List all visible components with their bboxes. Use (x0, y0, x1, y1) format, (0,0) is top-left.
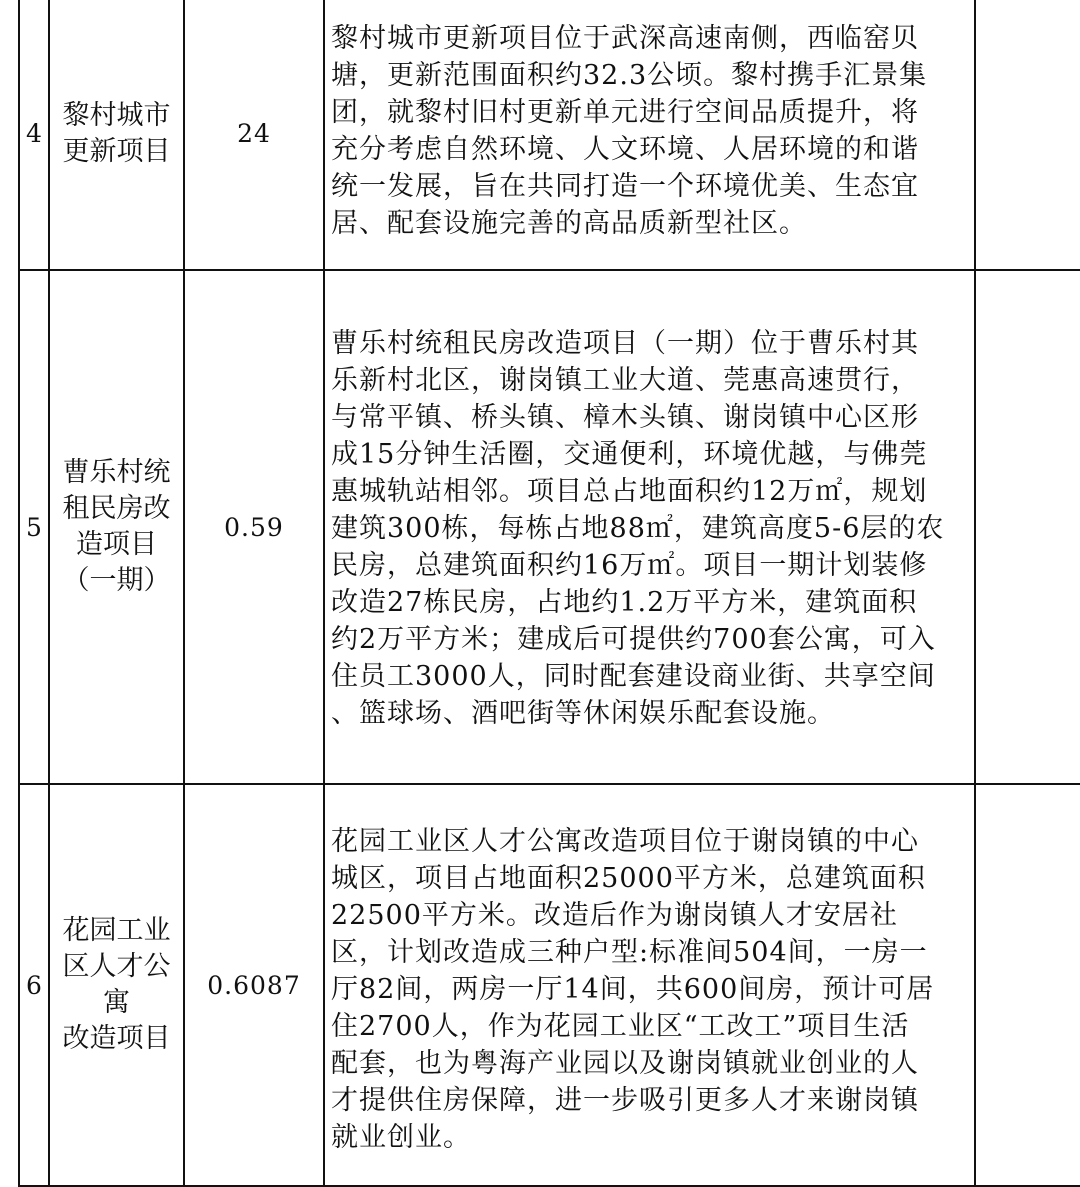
project-name-line: （一期） (62, 565, 171, 596)
project-area: 24 (237, 119, 271, 148)
description-line: 建筑300栋，每栋占地88㎡，建筑高度5-6层的农 (331, 513, 945, 544)
project-name-line: 改造项目 (62, 1023, 171, 1054)
description-line: 黎村城市更新项目位于武深高速南侧，西临窑贝 (331, 23, 919, 54)
description-line: 塘，更新范围面积约32.3公顷。黎村携手汇景集 (331, 60, 928, 91)
project-description (331, 325, 971, 732)
description-line: 住员工3000人，同时配套建设商业街、共享空间 (331, 661, 936, 692)
description-line: 与常平镇、桥头镇、樟木头镇、谢岗镇中心区形 (331, 402, 919, 433)
project-area: 0.59 (224, 512, 284, 542)
project-name-line: 曹乐村统 (62, 457, 171, 488)
description-line: 厅82间，两房一厅14间，共600间房，预计可居 (331, 974, 935, 1005)
description-line: 约2万平方米；建成后可提供约700套公寓，可入 (331, 624, 936, 655)
description-line: 花园工业区人才公寓改造项目位于谢岗镇的中心 (331, 826, 919, 857)
table-row (18, 0, 1080, 269)
project-table (18, 0, 1080, 1187)
project-name-line: 寓 (103, 987, 130, 1018)
description-line: 住2700人，作为花园工业区“工改工”项目生活 (331, 1011, 910, 1042)
project-area: 0.6087 (207, 970, 301, 1000)
project-name (50, 271, 183, 783)
project-name-line: 花园工业 (62, 915, 171, 946)
description-line: 、篮球场、酒吧街等休闲娱乐配套设施。 (331, 698, 835, 729)
project-name-line: 黎村城市 (62, 99, 171, 131)
description-line: 22500平方米。改造后作为谢岗镇人才安居社 (331, 900, 898, 931)
description-line: 改造27栋民房，占地约1.2万平方米，建筑面积 (331, 587, 918, 618)
project-name-line: 区人才公 (62, 951, 171, 982)
project-name (50, 785, 183, 1185)
description-line: 惠城轨站相邻。项目总占地面积约12万㎡，规划 (331, 476, 928, 507)
description-line: 配套，也为粤海产业园以及谢岗镇就业创业的人 (331, 1048, 919, 1079)
project-name-line: 更新项目 (62, 135, 171, 167)
description-line: 团，就黎村旧村更新单元进行空间品质提升，将 (331, 97, 919, 128)
description-line: 才提供住房保障，进一步吸引更多人才来谢岗镇 (331, 1085, 919, 1116)
project-description (331, 20, 971, 242)
description-line: 区，计划改造成三种户型:标准间504间，一房一 (331, 937, 928, 968)
row-number: 4 (26, 119, 42, 148)
row-number: 5 (26, 512, 42, 542)
description-line: 民房，总建筑面积约16万㎡。项目一期计划装修 (331, 550, 928, 581)
description-line: 就业创业。 (331, 1122, 471, 1153)
description-line: 曹乐村统租民房改造项目（一期）位于曹乐村其 (331, 328, 919, 359)
project-name (50, 0, 183, 269)
table-row (18, 271, 1080, 783)
description-line: 乐新村北区，谢岗镇工业大道、莞惠高速贯行， (331, 365, 919, 396)
project-description (331, 823, 971, 1156)
table-row (18, 785, 1080, 1185)
project-name-line: 租民房改 (62, 493, 171, 524)
description-line: 居、配套设施完善的高品质新型社区。 (331, 208, 807, 239)
project-name-line: 造项目 (76, 529, 157, 560)
description-line: 充分考虑自然环境、人文环境、人居环境的和谐 (331, 134, 919, 165)
description-line: 成15分钟生活圈，交通便利，环境优越，与佛莞 (331, 439, 928, 470)
row-number: 6 (26, 970, 42, 1000)
description-line: 城区，项目占地面积25000平方米，总建筑面积 (331, 863, 926, 894)
description-line: 统一发展，旨在共同打造一个环境优美、生态宜 (331, 171, 919, 202)
